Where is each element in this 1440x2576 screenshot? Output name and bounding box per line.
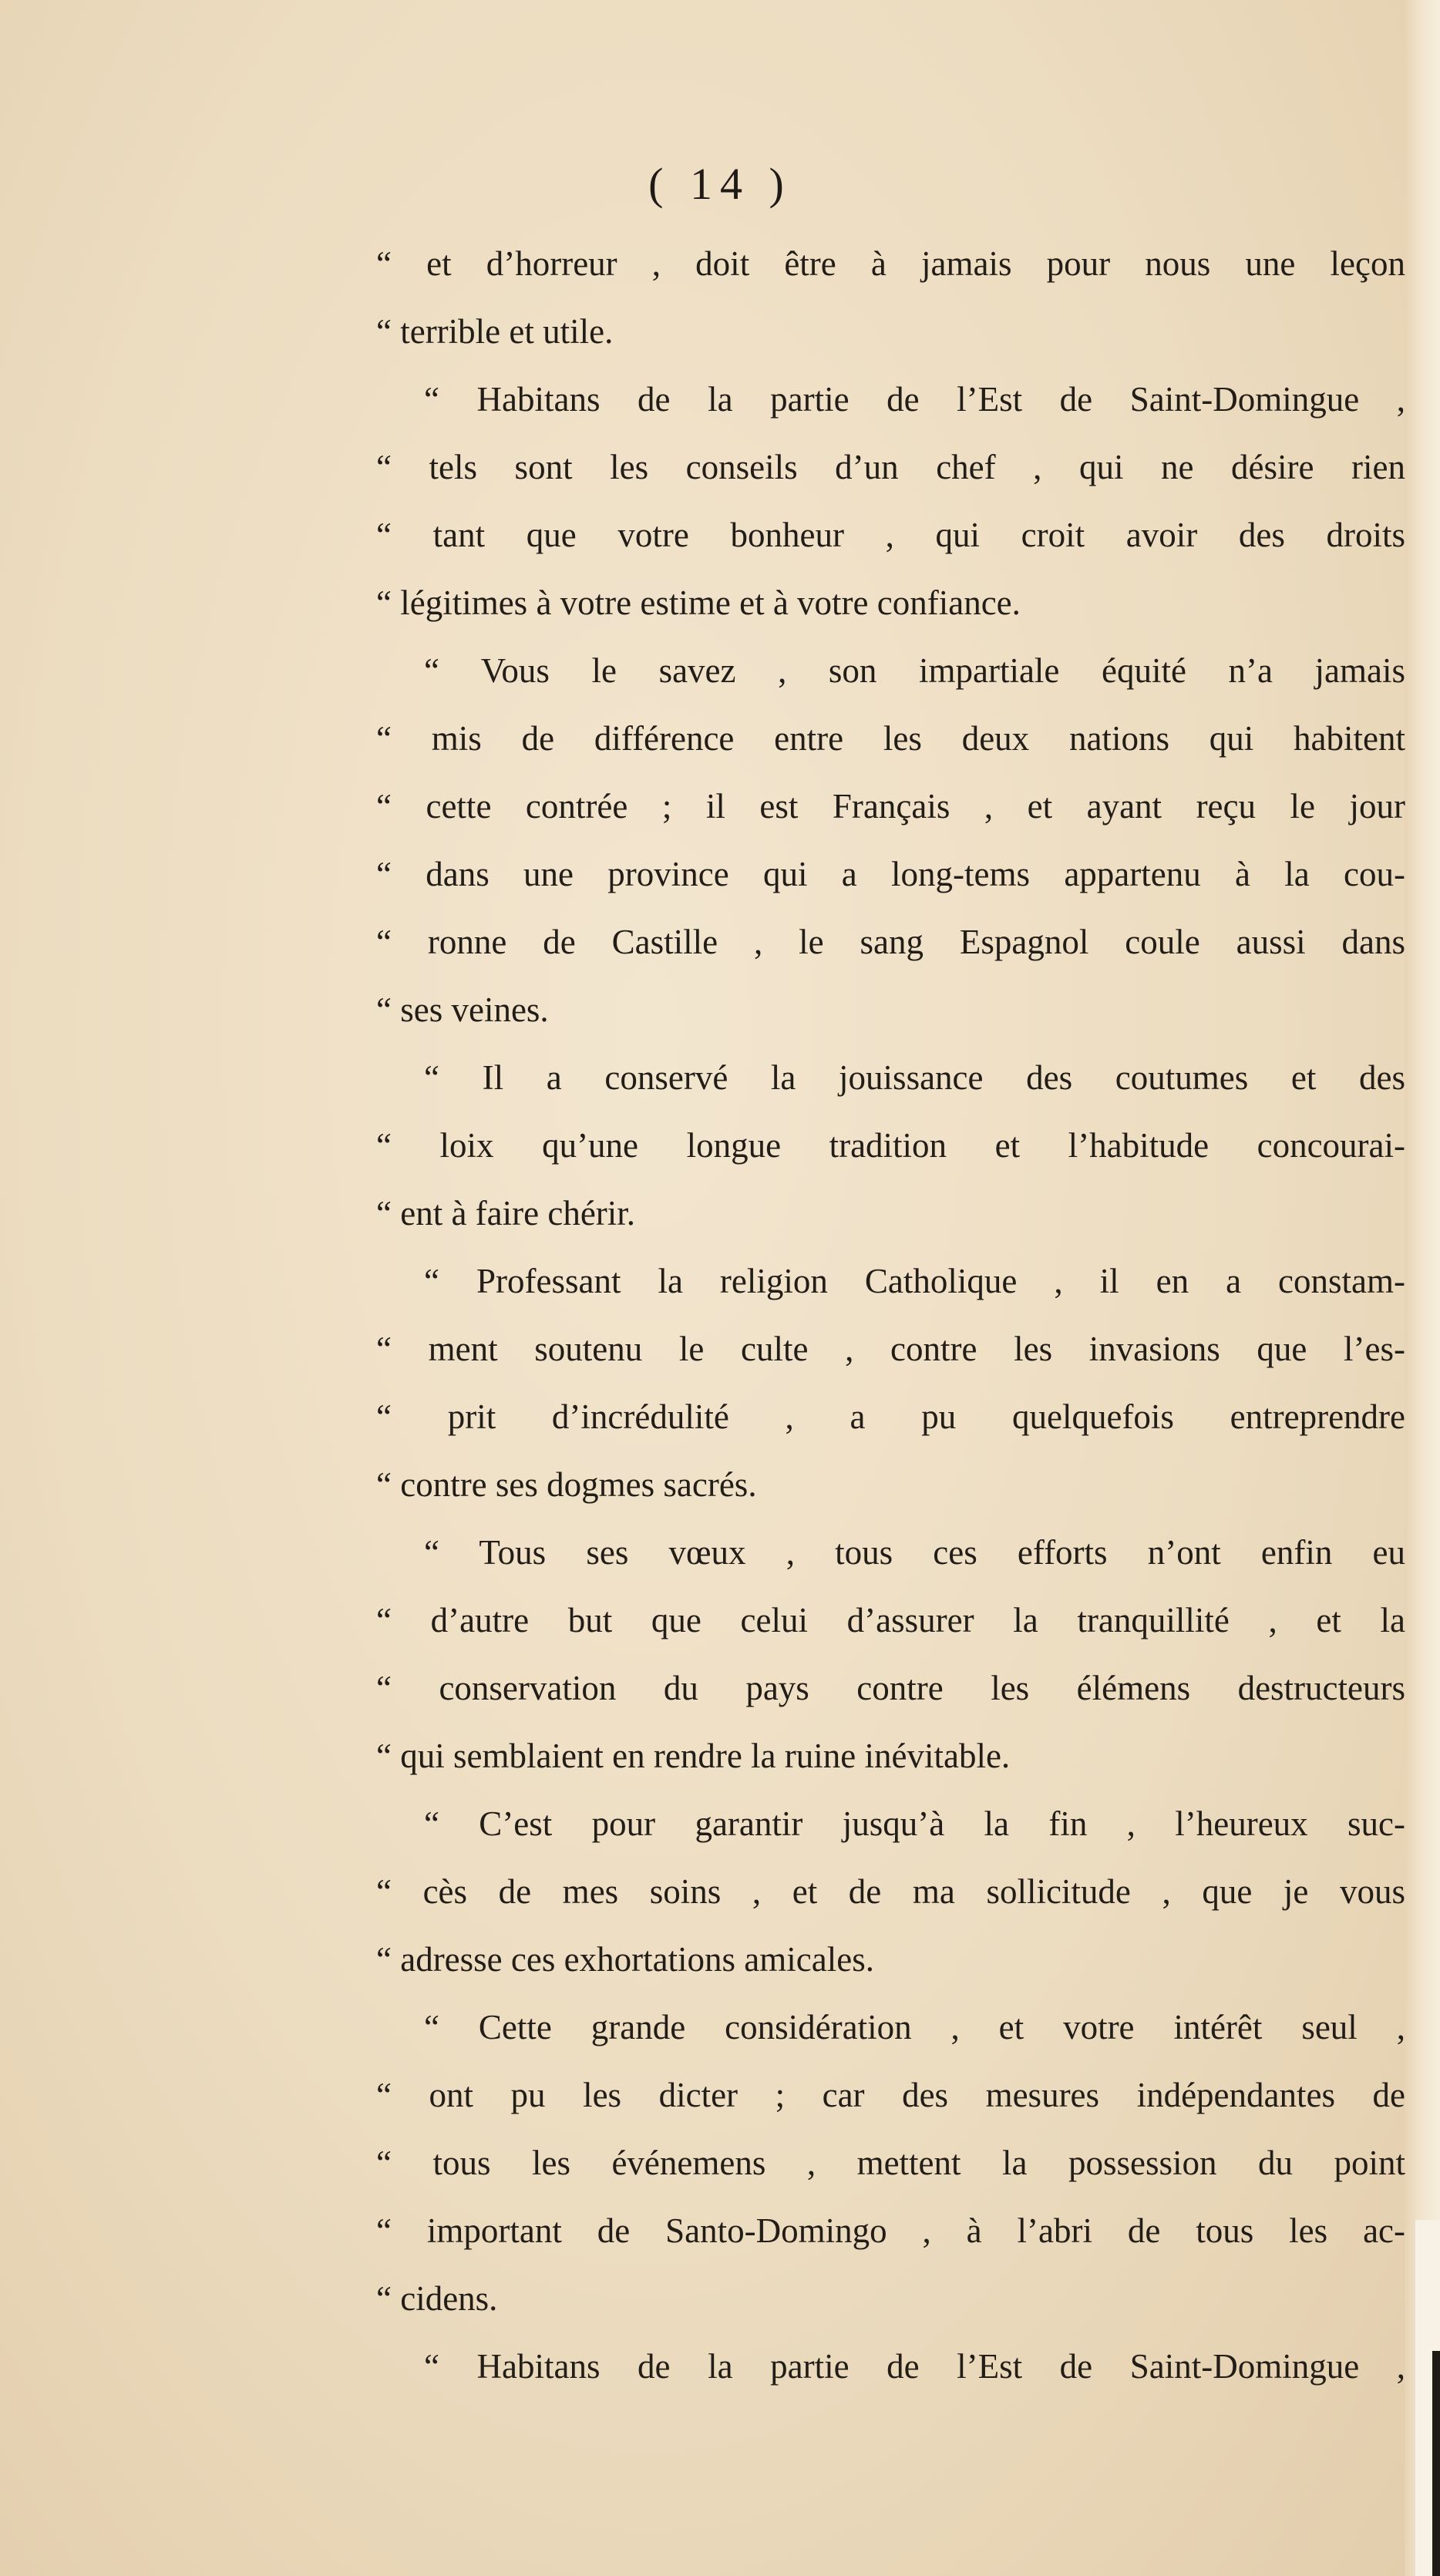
text-line: “ ment soutenu le culte , contre les invasions que l’es- bbox=[376, 1330, 1405, 1368]
text-line: “ Tous ses vœux , tous ces efforts n’ont enfin eu bbox=[424, 1533, 1405, 1572]
text-line: “ ent à faire chérir. bbox=[376, 1194, 636, 1233]
text-line: “ Il a conservé la jouissance des coutumes et des bbox=[424, 1058, 1405, 1097]
text-line: “ C’est pour garantir jusqu’à la fin , l’heureux suc- bbox=[424, 1804, 1405, 1843]
text-line: “ tels sont les conseils d’un chef , qui ne désire rien bbox=[376, 448, 1405, 486]
text-line: “ prit d’incrédulité , a pu quelquefois entreprendre bbox=[376, 1397, 1405, 1436]
page-edge-shadow bbox=[1405, 0, 1440, 2576]
text-line: “ ont pu les dicter ; car des mesures indépendantes de bbox=[376, 2076, 1405, 2114]
text-line: “ contre ses dogmes sacrés. bbox=[376, 1465, 757, 1504]
text-line: “ ses veines. bbox=[376, 990, 549, 1029]
text-line: “ et d’horreur , doit être à jamais pour nous une leçon bbox=[376, 244, 1405, 283]
body-text bbox=[376, 230, 1405, 2400]
text-line: “ terrible et utile. bbox=[376, 312, 614, 351]
text-line: “ ronne de Castille , le sang Espagnol coule aussi dans bbox=[376, 923, 1405, 961]
text-line: “ Vous le savez , son impartiale équité n’a jamais bbox=[424, 651, 1405, 690]
text-line: “ qui semblaient en rendre la ruine inévitable. bbox=[376, 1737, 1011, 1775]
page-number: ( 14 ) bbox=[648, 159, 792, 209]
text-line: “ cette contrée ; il est Français , et ayant reçu le jour bbox=[376, 787, 1405, 826]
text-line: “ adresse ces exhortations amicales. bbox=[376, 1940, 874, 1979]
text-line: “ loix qu’une longue tradition et l’habitude concourai- bbox=[376, 1126, 1405, 1165]
text-line: “ conservation du pays contre les élémens destructeurs bbox=[376, 1669, 1405, 1707]
page-edge-dark-strip bbox=[1432, 2351, 1440, 2576]
text-line: “ dans une province qui a long-tems appartenu à la cou- bbox=[376, 855, 1405, 893]
text-line: “ d’autre but que celui d’assurer la tranquillité , et la bbox=[376, 1601, 1405, 1639]
text-line: “ tant que votre bonheur , qui croit avoir des droits bbox=[376, 516, 1405, 554]
text-line: “ Habitans de la partie de l’Est de Saint-Domingue , bbox=[424, 2347, 1405, 2386]
text-line: “ cès de mes soins , et de ma sollicitude , que je vous bbox=[376, 1872, 1405, 1911]
text-line: “ important de Santo-Domingo , à l’abri de tous les ac- bbox=[376, 2211, 1405, 2250]
text-line: “ mis de différence entre les deux nations qui habitent bbox=[376, 719, 1405, 758]
text-line: “ tous les événemens , mettent la possession du point bbox=[376, 2144, 1405, 2182]
text-line: “ Professant la religion Catholique , il en a constam- bbox=[424, 1262, 1405, 1300]
text-line: “ Habitans de la partie de l’Est de Saint-Domingue , bbox=[424, 380, 1405, 419]
text-line: “ légitimes à votre estime et à votre confiance. bbox=[376, 583, 1021, 622]
text-line: “ cidens. bbox=[376, 2279, 498, 2318]
text-line: “ Cette grande considération , et votre intérêt seul , bbox=[424, 2008, 1405, 2046]
